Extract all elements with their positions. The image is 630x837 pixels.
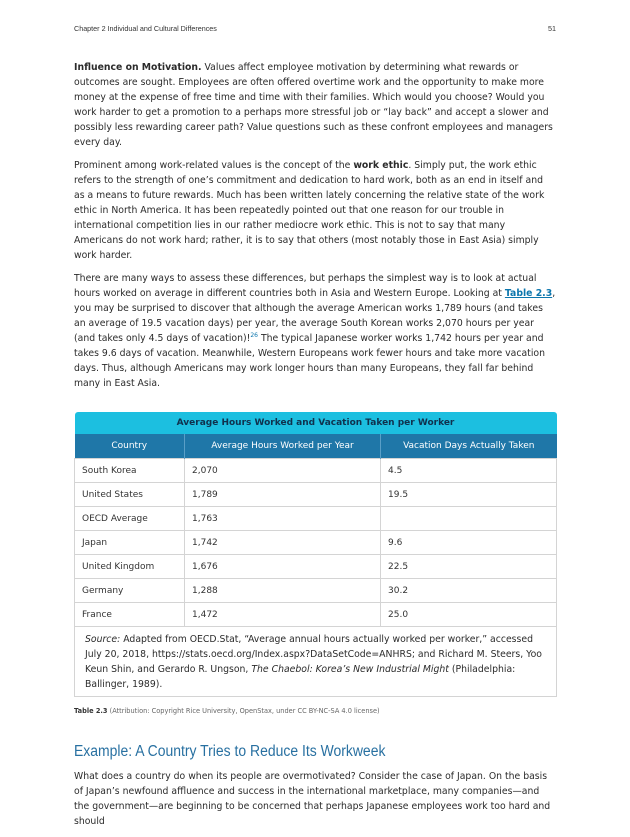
paragraph-text: Values affect employee motivation by determining what rewards or outcomes are sought. Employees are often offered overtime work and the opportunity to make more money at the expense of free time and time with their families. Which would you choose? Would you work harder to get a promotion to a perhaps more stressful job or “lay back” and accept a slower and possibly less rewarding career path? Value questions such as these confront employees and managers every day. <box>74 62 553 148</box>
cell-vacation: 19.5 <box>381 483 557 507</box>
source-label: Source: <box>85 634 121 645</box>
table-title: Average Hours Worked and Vacation Taken per Worker <box>75 412 557 434</box>
paragraph-text: The typical Japanese worker works 1,742 hours per year and takes 9.6 days of vacation. Meanwhile, Western Europeans work fewer hours and take more vacation days. Thus, although Americans may work longer hours than many Europeans, they fall far behind many in East Asia. <box>74 333 545 389</box>
table-row <box>75 507 557 531</box>
cell-vacation: 4.5 <box>381 459 557 483</box>
table-source-row <box>75 627 557 697</box>
table-row <box>75 459 557 483</box>
table-row <box>75 579 557 603</box>
cell-hours: 2,070 <box>185 459 381 483</box>
column-header: Vacation Days Actually Taken <box>381 434 557 459</box>
cell-hours: 1,288 <box>185 579 381 603</box>
table-row <box>75 555 557 579</box>
source-book-title: The Chaebol: Korea’s New Industrial Might <box>251 664 449 675</box>
cell-hours: 1,472 <box>185 603 381 627</box>
cell-vacation <box>381 507 557 531</box>
footnote-link[interactable]: 26 <box>250 331 258 339</box>
table-attribution: (Attribution: Copyright Rice University, OpenStax, under CC BY-NC-SA 4.0 license) <box>107 707 380 715</box>
cell-vacation: 22.5 <box>381 555 557 579</box>
paragraph-text: Prominent among work-related values is the concept of the <box>74 160 354 171</box>
table-reference-link[interactable]: Table 2.3 <box>504 288 553 299</box>
cell-country: United Kingdom <box>75 555 185 579</box>
source-text: Adapted from OECD.Stat, “Average annual hours actually worked per worker,” accessed July 20, 2018, https://stats.oecd.org/Index.aspx?DataSetCode=ANHRS; and Richard M. Steers, Yoo Keun Shin, and Gerardo R. Ungson, <box>85 634 542 675</box>
table-number: Table 2.3 <box>74 707 108 715</box>
paragraph-text: , you may be surprised to discover that although the average American works 1,789 hours (and takes an average of 19.5 vacation days) per year, the average South Korean works 2,070 hours per year (and takes only 4.5 days of vacation)! <box>74 288 556 344</box>
cell-country: United States <box>75 483 185 507</box>
cell-hours: 1,763 <box>185 507 381 531</box>
table-header-row <box>75 434 557 459</box>
paragraph-lead: Influence on Motivation. <box>74 62 202 73</box>
table-caption-row <box>75 412 557 434</box>
source-text: (Philadelphia: Ballinger, 1989). <box>85 664 516 690</box>
table-container <box>74 412 556 715</box>
cell-vacation: 30.2 <box>381 579 557 603</box>
section-heading: Example: A Country Tries to Reduce Its Workweek <box>74 743 386 760</box>
hours-vacation-table <box>74 412 557 697</box>
table-row <box>75 531 557 555</box>
cell-country: Germany <box>75 579 185 603</box>
cell-vacation: 9.6 <box>381 531 557 555</box>
column-header: Average Hours Worked per Year <box>185 434 381 459</box>
table-label <box>74 707 556 715</box>
page-number: 51 <box>548 24 556 33</box>
key-term: work ethic <box>353 160 409 171</box>
paragraph-text: There are many ways to assess these differences, but perhaps the simplest way is to look at actual hours worked on average in different countries both in Asia and Western Europe. Looking at <box>74 273 537 299</box>
table-source <box>75 627 557 697</box>
column-header: Country <box>75 434 185 459</box>
paragraph-influence-on-motivation <box>74 60 556 150</box>
table-row <box>75 603 557 627</box>
table-row <box>75 483 557 507</box>
paragraph-text: . Simply put, the work ethic refers to the strength of one’s commitment and dedication to hard work, both as an end in itself and as a means to future rewards. Much has been written lately concerning the relative state of the work ethic in North America. It has been repeatedly pointed out that one reason for our trouble in international competition lies in our rather mediocre work ethic. This is not to say that many Americans do not work hard; rather, it is to say that others (most notably those in East Asia) simply work harder. <box>74 160 545 261</box>
cell-country: France <box>75 603 185 627</box>
cell-country: Japan <box>75 531 185 555</box>
cell-vacation: 25.0 <box>381 603 557 627</box>
paragraph-hours-worked <box>74 271 556 391</box>
chapter-title: Chapter 2 Individual and Cultural Differences <box>74 24 217 33</box>
cell-country: OECD Average <box>75 507 185 531</box>
paragraph-work-ethic <box>74 158 556 263</box>
page-body <box>74 60 556 837</box>
running-header <box>74 24 556 33</box>
cell-hours: 1,676 <box>185 555 381 579</box>
cell-hours: 1,789 <box>185 483 381 507</box>
cell-hours: 1,742 <box>185 531 381 555</box>
cell-country: South Korea <box>75 459 185 483</box>
paragraph-example: What does a country do when its people are overmotivated? Consider the case of Japan. On the basis of Japan’s newfound affluence and success in the international marketplace, many companies—and the government—are beginning to be concerned that perhaps Japanese employees work too hard and should <box>74 771 551 827</box>
